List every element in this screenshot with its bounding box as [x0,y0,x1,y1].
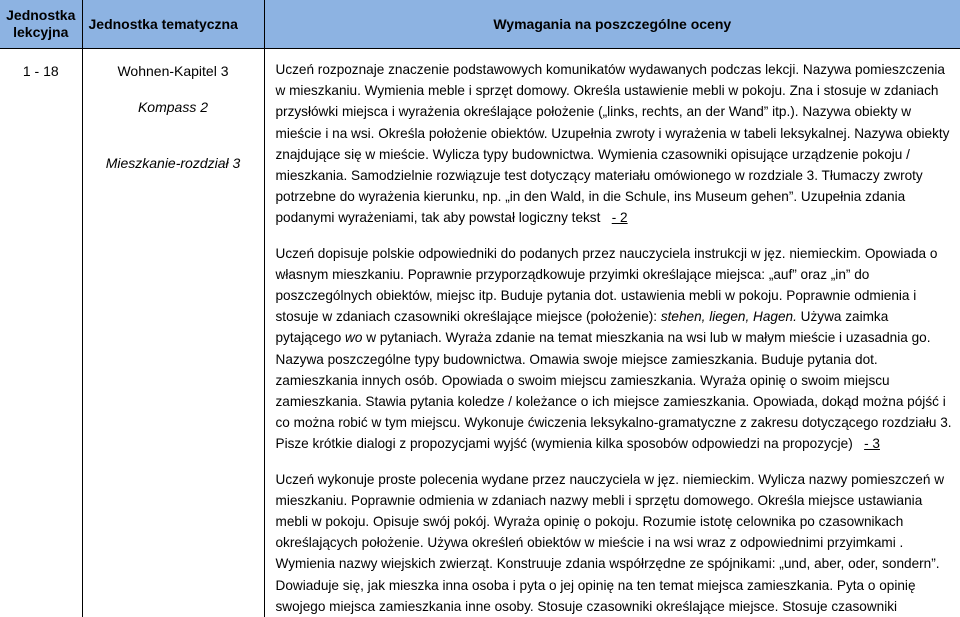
header-grade-requirements: Wymagania na poszczególne oceny [264,0,960,49]
table-header [0,0,960,49]
requirement-text: Uczeń dopisuje polskie odpowiedniki do podanych przez nauczyciela instrukcji w jęz. niemieckim. Opowiada o własnym mieszkaniu. Poprawnie przyporządkowuje przyimki określające miejsca: „auf” oraz „in” do poszczególnych obiektów, miejsc itp. Buduje pytania dot. ustawienia mebli w pokoju. Poprawnie odmienia i stosuje w zdaniach czasowniki określające miejsce (położenie): [276,246,938,325]
topic-book: Kompass 2 [83,97,264,117]
lesson-range: 1 - 18 [0,49,82,617]
grade-marker: - 2 [612,210,628,225]
header-lesson-unit: Jednostka lekcyjna [0,0,82,49]
requirement-text: Uczeń wykonuje proste polecenia wydane przez nauczyciela w jęz. niemieckim. Wylicza nazwy pomieszczeń w mieszkaniu. Poprawnie odmienia w zdaniach nazwy mebli i sprzętu domowego. Określa miejsce ustawiania mebli w pokoju. Opisuje swój pokój. Wyraża opinię o pokoju. Rozumie istotę celownika po czasownikach określających położenie. Używa określeń obiektów w mieście i na wsi wraz z odpowiednimi przyimkami . Wymienia nazwy wiejskich zwierząt. Konstruuje zdania współrzędne ze spójnikami: „und, aber, oder, sondern”. Dowiaduje się, jak mieszka inna osoba i pyta o jej opinię na ten temat miejsca zamieszkania. Pyta o opinię swojego miejsca zamieszkania inne osoby. Stosuje czasowniki określające miejsce. Stosuje czasowniki [276,472,945,614]
requirement-paragraph [276,59,953,229]
requirement-text: Uczeń rozpoznaje znaczenie podstawowych komunikatów wydawanych podczas lekcji. Nazywa pomieszczenia w mieszkaniu. Wymienia meble i sprzęt domowy. Określa ustawienie mebli w pokoju. Zna i stosuje w zdaniach przysłówki miejsca i wyrażenia określające położenie („links, rechts, an der Wand” itp.). Nazywa obiekty w mieście i na wsi. Określa położenie obiektów. Uzupełnia zwroty i wyrażenia w tabeli leksykalnej. Nazywa obiekty znajdujące się w mieście. Wylicza typy budownictwa. Wymienia czasowniki opisujące urządzenie pokoju / mieszkania. Samodzielnie rozwiązuje test dotyczący materiału omówionego w rozdziale 3. Tłumaczy zwroty potrzebne do wyrażenia kierunku, np. „in den Wald, in die Schule, ins Museum gehen”. Uzupełnia zdania podanymi wyrażeniami, tak aby powstał logiczny tekst [276,62,950,225]
requirement-paragraph [276,469,953,617]
topic-chapter: Wohnen-Kapitel 3 [83,61,264,81]
table-row [0,49,960,617]
topic-cell [82,49,264,617]
requirements-cell [264,49,960,617]
requirement-text: Używa zaimka pytającego [276,309,889,345]
header-thematic-unit: Jednostka tematyczna [82,0,264,49]
requirement-verbs: stehen, liegen, Hagen. [661,309,797,324]
requirement-paragraph [276,243,953,455]
requirement-pronoun: wo [345,330,362,345]
topic-section: Mieszkanie-rozdział 3 [83,153,264,173]
requirement-text: w pytaniach. Wyraża zdanie na temat mieszkania na wsi lub w małym mieście i uzasadnia go. Nazywa poszczególne typy budownictwa. Omawia swoje miejsce zamieszkania. Buduje pytania dot. zamieszkania innych osób. Opowiada o swoim miejscu zamieszkania. Wyraża opinię o swoim miejscu zamieszkania. Stawia pytania koledze / koleżance o ich miejsce zamieszkania. Opowiada, dokąd można pójść i co można robić w tym miejscu. Wykonuje ćwiczenia leksykalno-gramatyczne z zakresu dotyczącego rozdziału 3. Pisze krótkie dialogi z propozycjami wyjść (wymienia kilka sposobów odpowiedzi na propozycje) [276,330,952,451]
grade-marker: - 3 [864,436,880,451]
